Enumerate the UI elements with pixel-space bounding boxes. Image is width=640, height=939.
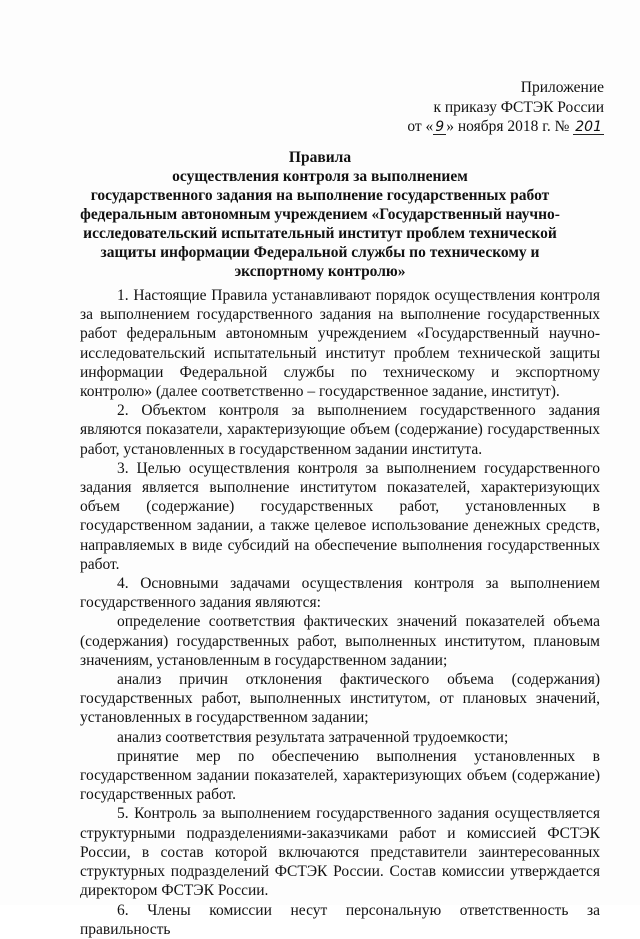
task-item-3: анализ соответствия результата затраченной трудоемкости; xyxy=(117,728,509,746)
title-line: экспортному контролю» xyxy=(234,263,406,280)
title-line: защиты информации Федеральной службы по техническому и xyxy=(100,244,540,261)
title-line: осуществления контроля за выполнением xyxy=(172,168,468,185)
paragraph-4: 4. Основными задачами осуществления контроля за выполнением государственного задания являются: xyxy=(80,575,600,612)
appendix-header xyxy=(344,78,604,137)
document-title xyxy=(80,148,560,281)
title-line: Правила xyxy=(288,149,352,166)
task-item-2: анализ причин отклонения фактического объема (содержания) государственных работ, выполненных институтом, от плановых значений, установленных в государственном задании; xyxy=(80,671,600,727)
paragraph-5: 5. Контроль за выполнением государственного задания осуществляется структурными подразделениями-заказчиками работ и комиссией ФСТЭК России, в состав которой включаются представители заинтересованных структурных подразделений ФСТЭК России. Состав комиссии утверждается директором ФСТЭК России. xyxy=(80,805,600,900)
task-item-4: принятие мер по обеспечению выполнения установленных в государственном задании показателей, характеризующих объем (содержание) государственных работ. xyxy=(80,747,600,804)
date-prefix: от « xyxy=(407,118,434,135)
handwritten-day: 9 xyxy=(435,119,445,135)
title-line: исследовательский испытательный институт проблем технической xyxy=(83,225,557,242)
order-date-line xyxy=(344,117,604,137)
paragraph-6: 6. Члены комиссии несут персональную ответственность за правильность xyxy=(80,901,600,938)
paragraph-2: 2. Объектом контроля за выполнением государственного задания являются показатели, характеризующие объем (содержание) государственных работ, установленных в государственном задании института. xyxy=(80,402,600,458)
paragraph-1: 1. Настоящие Правила устанавливают порядок осуществления контроля за выполнением государственного задания на выполнение государственных работ федеральным автономным учреждением «Государственный научно-исследовательский испытательный институт проблем технической защиты информации Федеральной службы по техническому и экспортному контролю» (далее соответственно – государственное задание, институт). xyxy=(80,287,600,401)
date-middle: » ноября 2018 г. № xyxy=(446,118,570,135)
task-item-1: определение соответствия фактических значений показателей объема (содержания) государственных работ, выполненных институтом, плановым значениям, установленным в государственном задании; xyxy=(80,613,600,669)
handwritten-number: 201 xyxy=(575,119,602,135)
paragraph-3: 3. Целью осуществления контроля за выполнением государственного задания является выполнение институтом показателей, характеризующих объем (содержание) государственных работ, установленных в государственном задании, а также целевое использование денежных средств, направляемых в виде субсидий на обеспечение выполнения государственных работ. xyxy=(80,459,600,573)
document-body xyxy=(80,286,600,939)
title-line: федеральным автономным учреждением «Государственный научно- xyxy=(80,206,560,223)
title-line: государственного задания на выполнение государственных работ xyxy=(90,187,550,204)
order-reference: к приказу ФСТЭК России xyxy=(433,98,604,116)
appendix-label: Приложение xyxy=(520,79,604,96)
